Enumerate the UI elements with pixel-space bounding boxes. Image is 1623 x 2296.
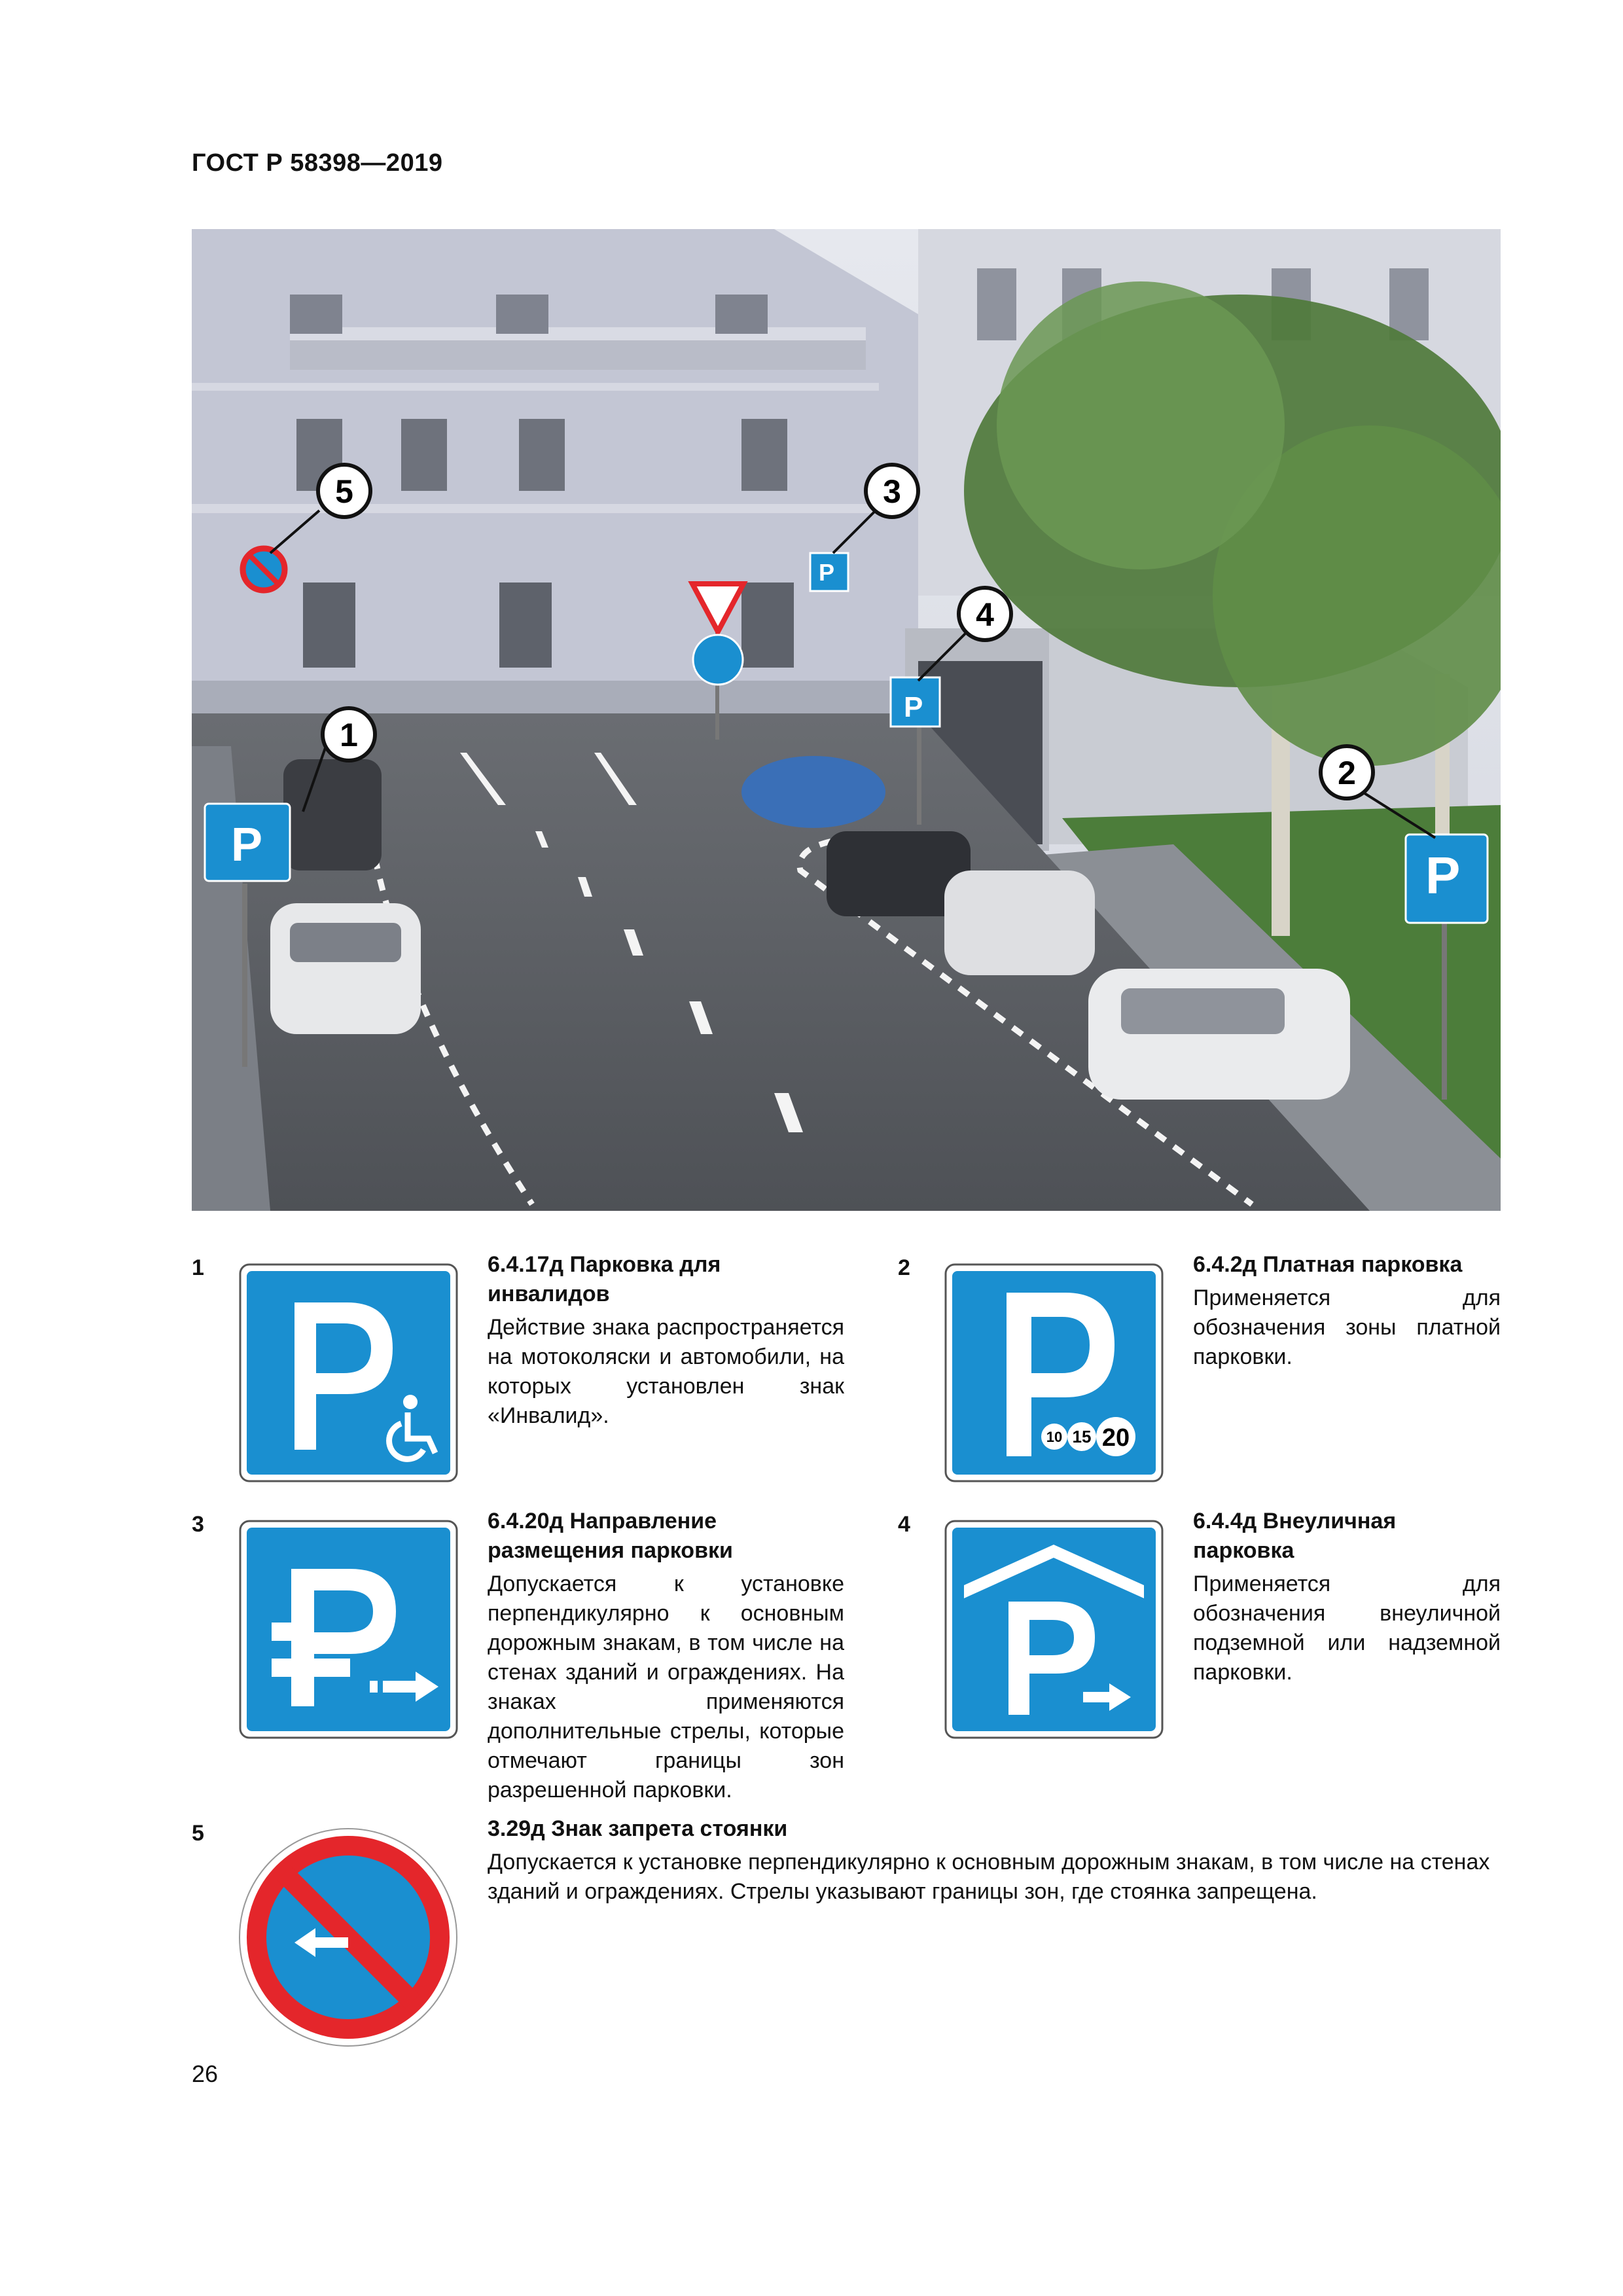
callout-2 <box>1321 746 1373 798</box>
item-5-number: 5 <box>192 1821 204 1846</box>
item-4-description: Применяется для обозначения внеуличной подземной или надземной парковки. <box>1193 1571 1501 1685</box>
item-4-text <box>1193 1507 1501 1687</box>
scene-sign-direction <box>810 553 848 591</box>
tariff-value-1: 10 <box>1046 1429 1063 1445</box>
tariff-value-2: 15 <box>1072 1427 1092 1446</box>
building-left <box>192 229 918 713</box>
off-street-parking-sign <box>944 1520 1164 1739</box>
item-4-number: 4 <box>898 1512 910 1537</box>
street-scene-illustration <box>192 229 1501 1211</box>
disabled-parking-sign <box>239 1263 458 1482</box>
callout-4-label: 4 <box>976 596 994 633</box>
callout-2-label: 2 <box>1338 755 1356 791</box>
item-2-title: 6.4.2д Платная парковка <box>1193 1252 1463 1277</box>
no-parking-sign <box>237 1826 459 2049</box>
item-3-text <box>488 1507 844 1805</box>
svg-text:P: P <box>231 819 263 871</box>
item-4-title: 6.4.4д Внеуличная парковка <box>1193 1509 1397 1563</box>
callout-4 <box>959 588 1011 640</box>
callout-3-label: 3 <box>883 473 901 510</box>
item-2-description: Применяется для обозначения зоны платной парковки. <box>1193 1285 1501 1369</box>
scene-sign-no-parking <box>243 548 285 590</box>
item-5-title: 3.29д Знак запрета стоянки <box>488 1816 788 1841</box>
item-1-description: Действие знака распространяется на мотоколяски и автомобили, на которых установлен знак «Инвалид». <box>488 1315 844 1428</box>
callout-5-label: 5 <box>335 473 353 510</box>
item-3-title: 6.4.20д Направление размещения парковки <box>488 1509 733 1563</box>
item-3-description: Допускается к установке перпендикулярно к основным дорожным знакам, в том числе на стенах зданий и ограждениях. На знаках применяются дополнительные стрелы, которые отмечают границы зон разрешенной парковки. <box>488 1571 844 1803</box>
svg-text:P: P <box>904 691 923 723</box>
parking-direction-sign <box>239 1520 458 1739</box>
item-1-number: 1 <box>192 1255 204 1280</box>
page-number: 26 <box>192 2060 219 2087</box>
item-2-text <box>1193 1250 1501 1372</box>
callout-3 <box>866 465 918 517</box>
svg-text:P: P <box>819 559 835 586</box>
item-3-number: 3 <box>192 1512 204 1537</box>
item-1-title: 6.4.17д Парковка для инвалидов <box>488 1252 721 1306</box>
item-5-text <box>488 1814 1501 1907</box>
svg-text:P: P <box>1425 846 1461 905</box>
tariff-value-3: 20 <box>1101 1424 1130 1452</box>
item-2-number: 2 <box>898 1255 910 1280</box>
callout-1-label: 1 <box>340 717 358 753</box>
document-header: ГОСТ Р 58398—2019 <box>192 149 443 177</box>
paid-parking-sign <box>944 1263 1164 1482</box>
item-1-text <box>488 1250 844 1431</box>
item-5-description: Допускается к установке перпендикулярно к основным дорожным знакам, в том числе на стенах зданий и ограждениях. Стрелы указывают границы зон, где стоянка запрещена. <box>488 1850 1490 1904</box>
callout-5 <box>318 465 370 517</box>
callout-1 <box>323 708 375 761</box>
